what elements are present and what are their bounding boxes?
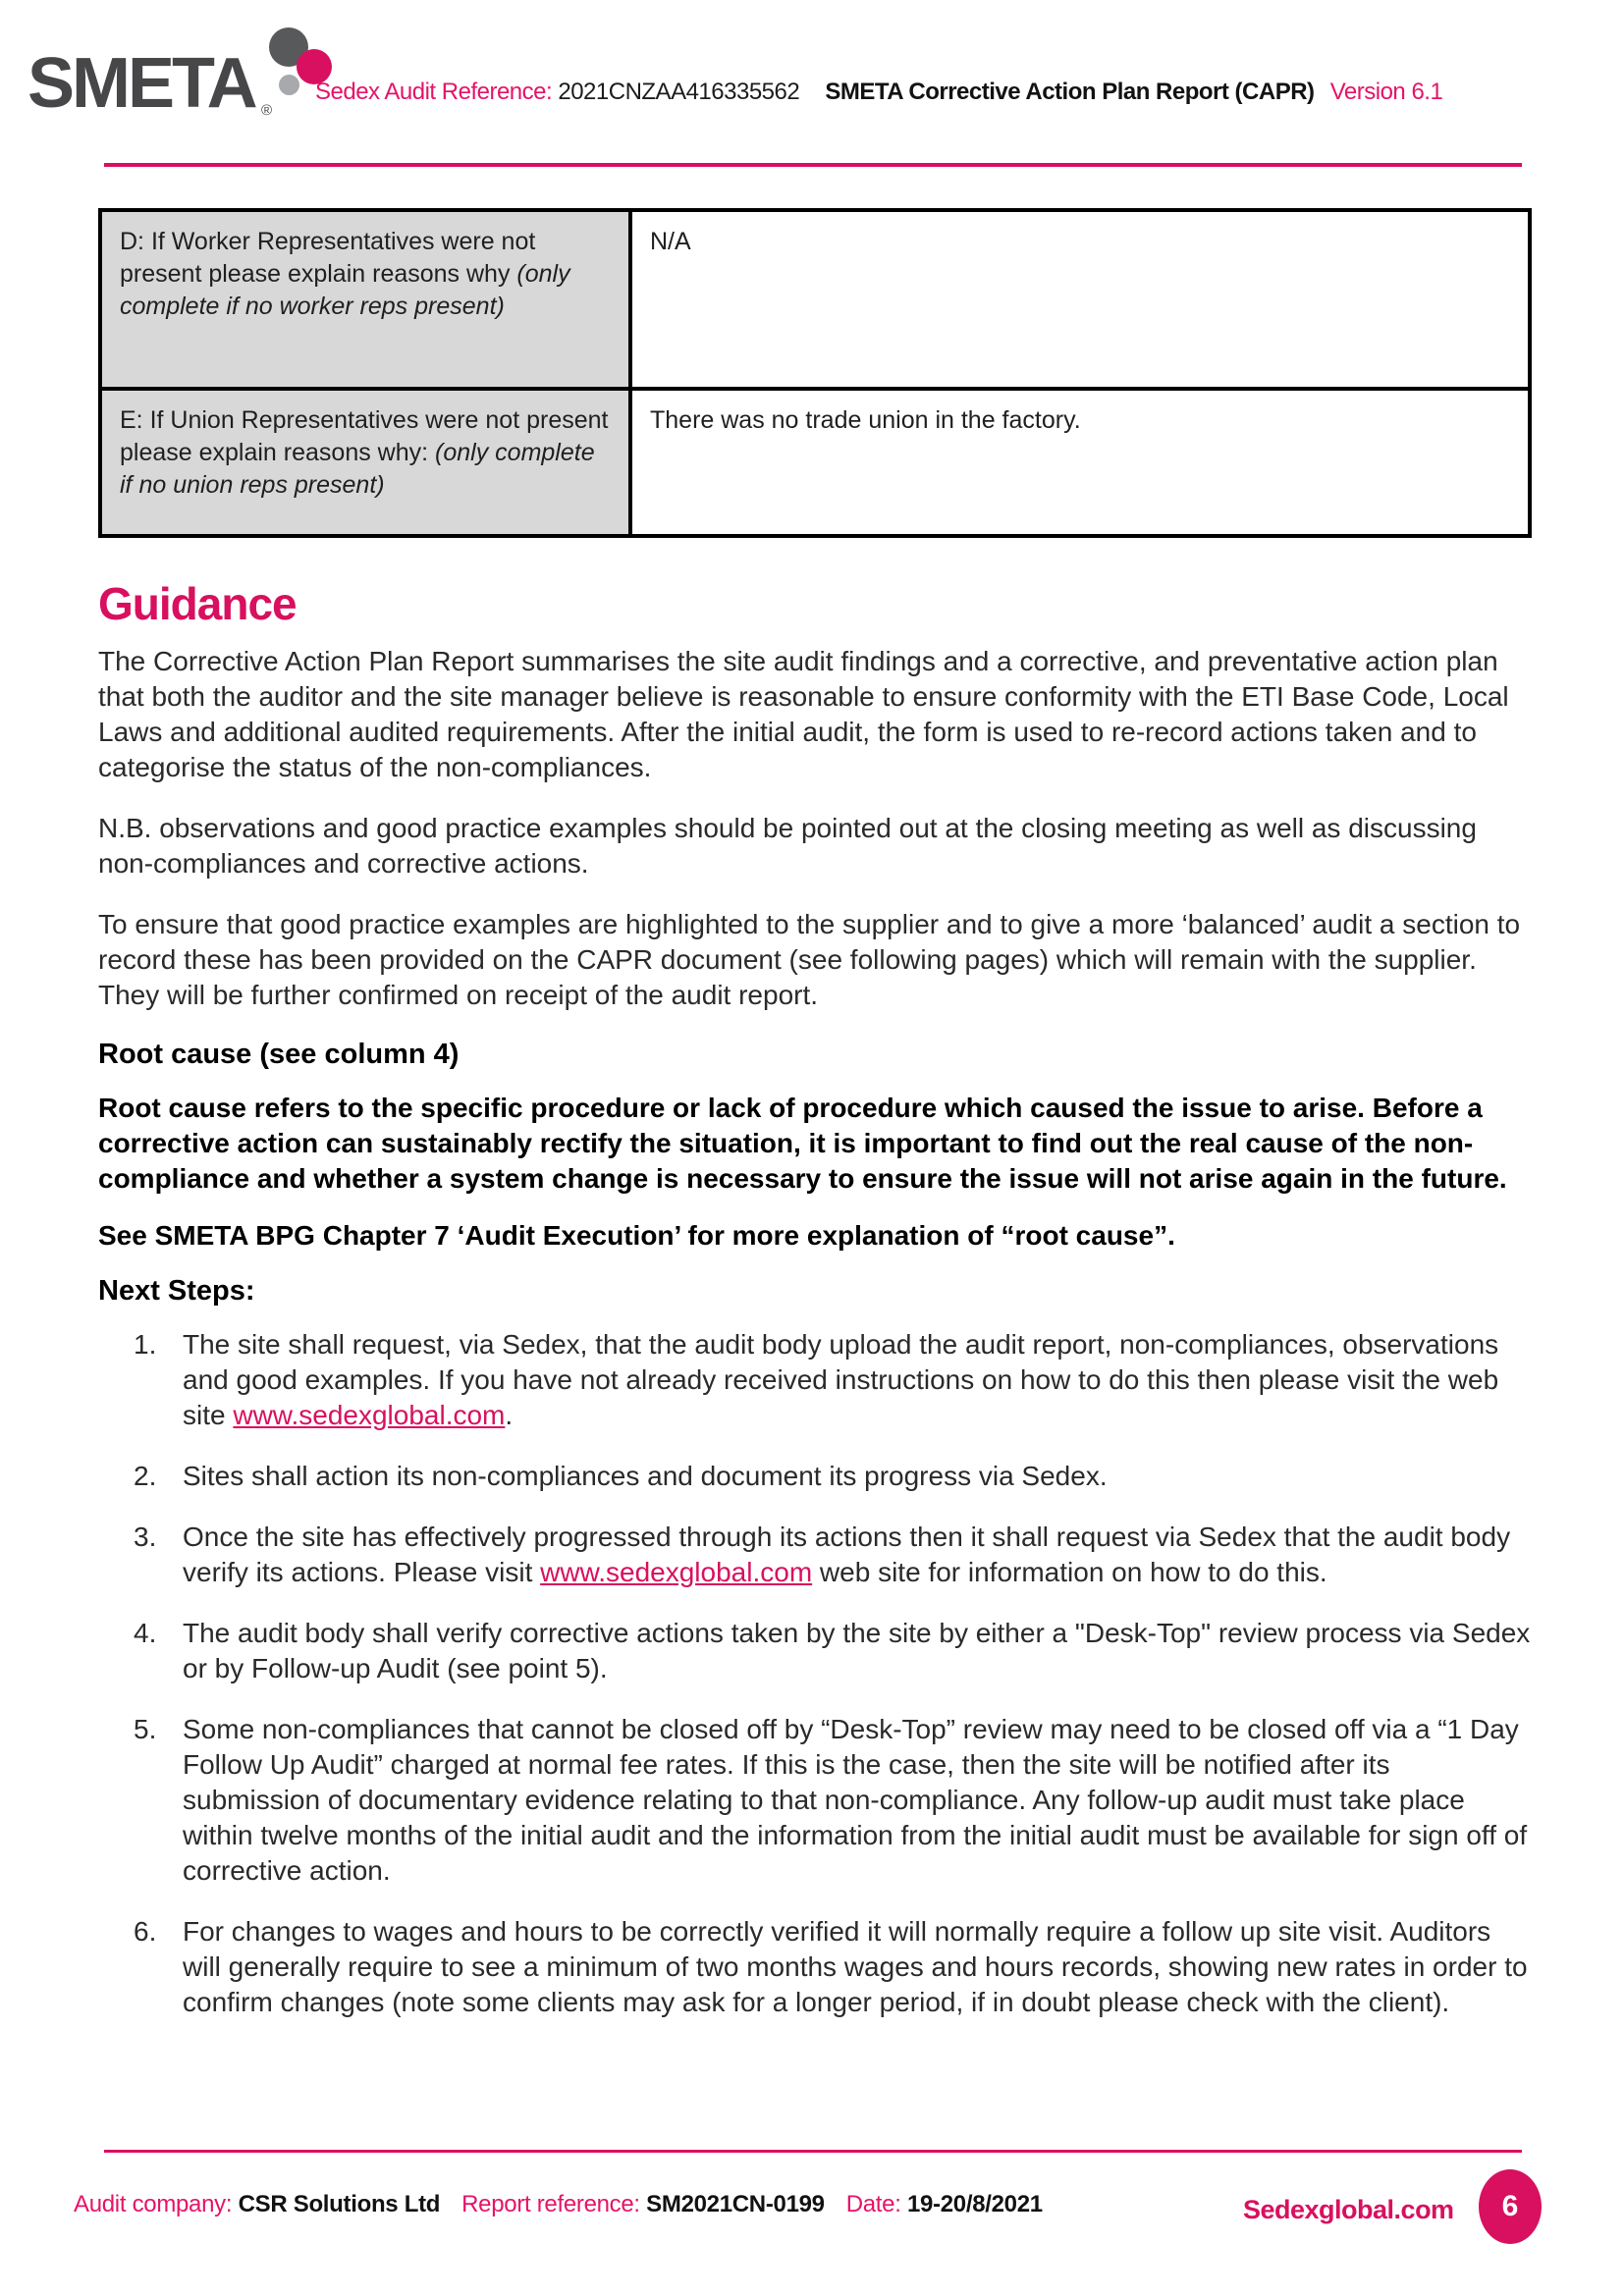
list-item-number: 4. bbox=[134, 1618, 157, 1648]
footer-divider-rule bbox=[104, 2150, 1522, 2153]
logo-dot-gray-icon bbox=[279, 75, 299, 95]
audit-ref-label: Sedex Audit Reference: bbox=[315, 79, 559, 105]
root-cause-heading: Root cause (see column 4) bbox=[98, 1039, 460, 1070]
report-reference-value: SM2021CN-0199 bbox=[646, 2191, 825, 2217]
list-item-5 bbox=[134, 1712, 1532, 1889]
root-cause-para: Root cause refers to the specific procedure or lack of procedure which caused the issue to arise. Before a corrective action can sustainably rectify the situation, it is important to find out the real cause of the non-compliance and whether a system change is necessary to ensure the issue will not arise again in the future. bbox=[98, 1093, 1507, 1194]
next-steps-heading: Next Steps: bbox=[98, 1275, 255, 1307]
date-label: Date: bbox=[845, 2191, 907, 2217]
row-d-value: N/A bbox=[630, 210, 1530, 389]
audit-ref-value: 2021CNZAA416335562 bbox=[558, 79, 800, 105]
row-e-label-cell bbox=[100, 389, 630, 536]
list-item-number: 1. bbox=[134, 1329, 157, 1360]
report-title: SMETA Corrective Action Plan Report (CAPR) bbox=[825, 79, 1315, 105]
list-item-text bbox=[183, 1520, 1532, 1590]
date-value: 19-20/8/2021 bbox=[906, 2191, 1043, 2217]
sedexglobal-link-2[interactable]: www.sedexglobal.com bbox=[540, 1557, 813, 1587]
page-content bbox=[98, 208, 1532, 2046]
list-item-number: 3. bbox=[134, 1522, 157, 1552]
list-item-number: 2. bbox=[134, 1461, 157, 1491]
list-item-number: 6. bbox=[134, 1916, 157, 1947]
registered-trademark: ® bbox=[261, 102, 273, 119]
audit-company-value: CSR Solutions Ltd bbox=[238, 2191, 441, 2217]
row-d-label-cell bbox=[100, 210, 630, 389]
list-item-6 bbox=[134, 1914, 1532, 2020]
sedexglobal-link-1[interactable]: www.sedexglobal.com bbox=[233, 1400, 506, 1430]
report-reference-label: Report reference: bbox=[461, 2191, 647, 2217]
representatives-table bbox=[98, 208, 1532, 538]
row-d-label: D: If Worker Representatives were not present please explain reasons why bbox=[120, 228, 536, 288]
sedexglobal-footer-link[interactable]: Sedexglobal.com bbox=[1243, 2195, 1454, 2224]
list-item-1 bbox=[134, 1327, 1532, 1433]
row-d-label-note: (only complete if no worker reps present) bbox=[120, 260, 570, 320]
list-item-3-text: Once the site has effectively progressed through its actions then it shall request via Sedex that the audit body verify its actions. Please visit bbox=[183, 1522, 1511, 1587]
list-item-2 bbox=[134, 1459, 1532, 1494]
guidance-heading: Guidance bbox=[98, 578, 297, 629]
page-number-badge: 6 bbox=[1479, 2169, 1542, 2244]
header-divider-rule bbox=[104, 163, 1522, 167]
table-row-worker-reps bbox=[100, 210, 1530, 389]
audit-company-label: Audit company: bbox=[74, 2191, 239, 2217]
table-row-union-reps bbox=[100, 389, 1530, 536]
list-item-5-text: Some non-compliances that cannot be closed off by “Desk-Top” review may need to be closed off via a “1 Day Follow Up Audit” charged at normal fee rates. If this is the case, then the site will be notified after its submission of documentary evidence relating to that non-compliance. Any follow-up audit must take place within twelve months of the initial audit and the information from the initial audit must be available for sign off of corrective action. bbox=[183, 1714, 1528, 1886]
row-e-label: E: If Union Representatives were not present please explain reasons why: bbox=[120, 406, 609, 466]
row-e-label-note: (only complete if no union reps present) bbox=[120, 439, 595, 499]
list-item-4-text: The audit body shall verify corrective actions taken by the site by either a "Desk-Top" review process via Sedex or by Follow-up Audit (see point 5). bbox=[183, 1618, 1531, 1683]
list-item-3-suffix: web site for information on how to do this. bbox=[812, 1557, 1327, 1587]
guidance-para-3: To ensure that good practice examples are highlighted to the supplier and to give a more ‘balanced’ audit a section to record these has been provided on the CAPR document (see following pages) which will remain with the supplier. They will be further confirmed on receipt of the audit report. bbox=[98, 909, 1521, 1010]
list-item-number: 5. bbox=[134, 1714, 157, 1744]
version-label: Version 6.1 bbox=[1329, 79, 1443, 105]
list-item-1-text: The site shall request, via Sedex, that the audit body upload the audit report, non-compliances, observations and good examples. If you have not already received instructions on how to do this then please visit the web site bbox=[183, 1329, 1499, 1430]
list-item-6-text: For changes to wages and hours to be correctly verified it will normally require a follow up site visit. Auditors will generally require to see a minimum of two months wages and hours records, showing new rates in order to confirm changes (note some clients may ask for a longer period, if in doubt please check with the client). bbox=[183, 1916, 1528, 2017]
list-item-2-text: Sites shall action its non-compliances and document its progress via Sedex. bbox=[183, 1461, 1108, 1491]
guidance-para-2: N.B. observations and good practice examples should be pointed out at the closing meeting as well as discussing non-compliances and corrective actions. bbox=[98, 813, 1477, 879]
see-smeta-bpg-line: See SMETA BPG Chapter 7 ‘Audit Execution’ for more explanation of “root cause”. bbox=[98, 1220, 1175, 1251]
list-item-text bbox=[183, 1327, 1532, 1433]
smeta-logo bbox=[27, 16, 342, 138]
list-item-4 bbox=[134, 1616, 1532, 1686]
guidance-para-1: The Corrective Action Plan Report summarises the site audit findings and a corrective, and preventative action plan that both the auditor and the site manager believe is reasonable to ensure conformity with the ETI Base Code, Local Laws and additional audited requirements. After the initial audit, the form is used to re-record actions taken and to categorise the status of the non-compliances. bbox=[98, 646, 1509, 782]
list-item-3 bbox=[134, 1520, 1532, 1590]
smeta-logo-text: SMETA bbox=[27, 44, 255, 123]
next-steps-list bbox=[98, 1327, 1532, 2020]
list-item-1-suffix: . bbox=[505, 1400, 514, 1430]
row-e-value: There was no trade union in the factory. bbox=[630, 389, 1530, 536]
header-reference-line bbox=[315, 79, 1442, 106]
footer-info bbox=[74, 2191, 1064, 2218]
